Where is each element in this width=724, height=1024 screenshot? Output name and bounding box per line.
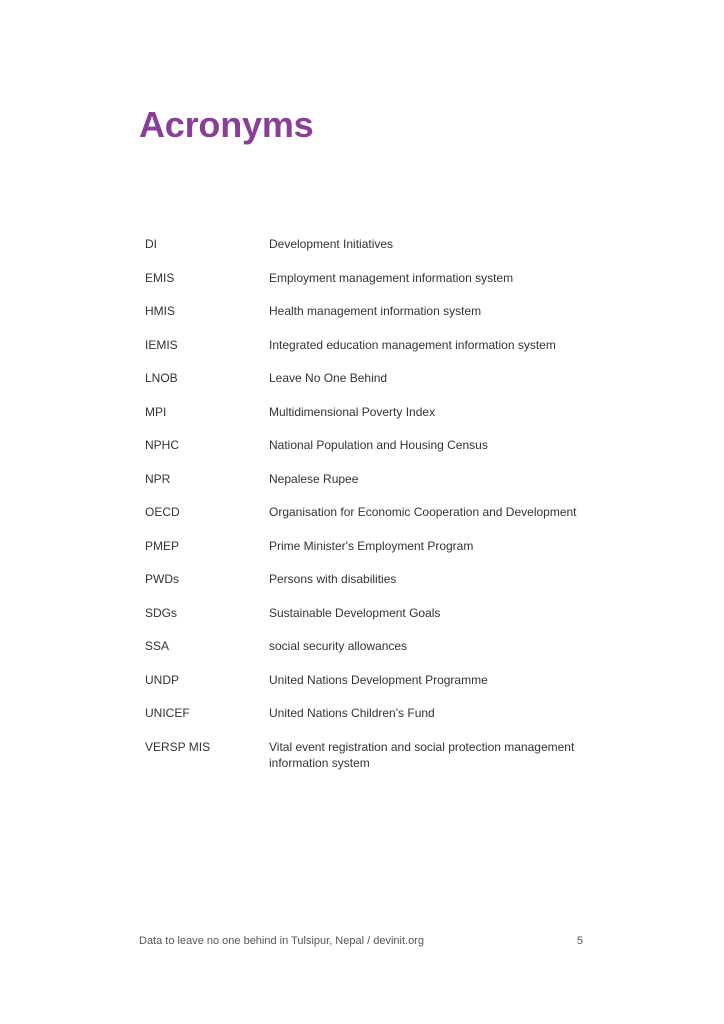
acronym-row bbox=[145, 538, 595, 554]
acronym-row bbox=[145, 672, 595, 688]
acronym-definition: Organisation for Economic Cooperation and Development bbox=[269, 505, 577, 519]
acronym-definition: Prime Minister's Employment Program bbox=[269, 538, 474, 553]
acronym-definition: Multidimensional Poverty Index bbox=[269, 404, 436, 419]
acronym-row bbox=[145, 638, 595, 654]
acronym-abbr: PMEP bbox=[145, 538, 180, 553]
acronym-row bbox=[145, 571, 595, 587]
acronym-abbr: UNDP bbox=[145, 672, 180, 687]
acronym-abbr: MPI bbox=[145, 404, 167, 419]
page-title: Acronyms bbox=[139, 104, 314, 145]
acronym-abbr: VERSP MIS bbox=[145, 739, 211, 754]
acronym-abbr: PWDs bbox=[145, 572, 179, 586]
acronym-definition: Vital event registration and social protection management information system bbox=[269, 739, 575, 770]
acronym-abbr: IEMIS bbox=[145, 337, 178, 352]
acronym-abbr: OECD bbox=[145, 505, 180, 519]
acronym-abbr: LNOB bbox=[145, 371, 178, 385]
acronym-row bbox=[145, 605, 595, 621]
acronym-abbr: DI bbox=[145, 237, 157, 251]
acronym-abbr: NPHC bbox=[145, 438, 180, 452]
acronym-abbr: EMIS bbox=[145, 270, 175, 285]
page-footer bbox=[139, 935, 583, 947]
acronym-definition: United Nations Children's Fund bbox=[269, 706, 435, 720]
acronym-row bbox=[145, 404, 595, 420]
page-number: 5 bbox=[576, 935, 583, 947]
acronym-row bbox=[145, 437, 595, 453]
acronym-definition: Health management information system bbox=[269, 304, 482, 318]
footer-text: Data to leave no one behind in Tulsipur, Nepal / devinit.org bbox=[139, 935, 424, 947]
acronym-definition: Nepalese Rupee bbox=[269, 471, 359, 486]
acronym-row bbox=[145, 504, 595, 520]
acronym-definition: Leave No One Behind bbox=[269, 371, 388, 385]
acronym-abbr: NPR bbox=[145, 471, 171, 486]
acronym-row bbox=[145, 370, 595, 386]
acronym-definition: Employment management information system bbox=[269, 270, 514, 285]
acronym-definition: social security allowances bbox=[269, 639, 408, 653]
acronym-abbr: HMIS bbox=[145, 304, 175, 318]
acronym-definition: Integrated education management information system bbox=[269, 337, 556, 352]
acronym-definition: Development Initiatives bbox=[269, 237, 394, 251]
acronym-abbr: SSA bbox=[145, 639, 170, 653]
acronym-definition: Persons with disabilities bbox=[269, 572, 397, 586]
acronym-list bbox=[145, 236, 595, 788]
acronym-row bbox=[145, 337, 595, 353]
acronym-row bbox=[145, 303, 595, 319]
acronym-row bbox=[145, 705, 595, 721]
acronym-definition: National Population and Housing Census bbox=[269, 438, 488, 452]
acronym-abbr: UNICEF bbox=[145, 706, 190, 720]
acronym-definition: United Nations Development Programme bbox=[269, 672, 488, 687]
acronym-row bbox=[145, 236, 595, 252]
acronym-row bbox=[145, 739, 595, 771]
acronym-row bbox=[145, 471, 595, 487]
acronym-abbr: SDGs bbox=[145, 605, 178, 620]
acronym-definition: Sustainable Development Goals bbox=[269, 605, 441, 620]
acronym-row bbox=[145, 270, 595, 286]
